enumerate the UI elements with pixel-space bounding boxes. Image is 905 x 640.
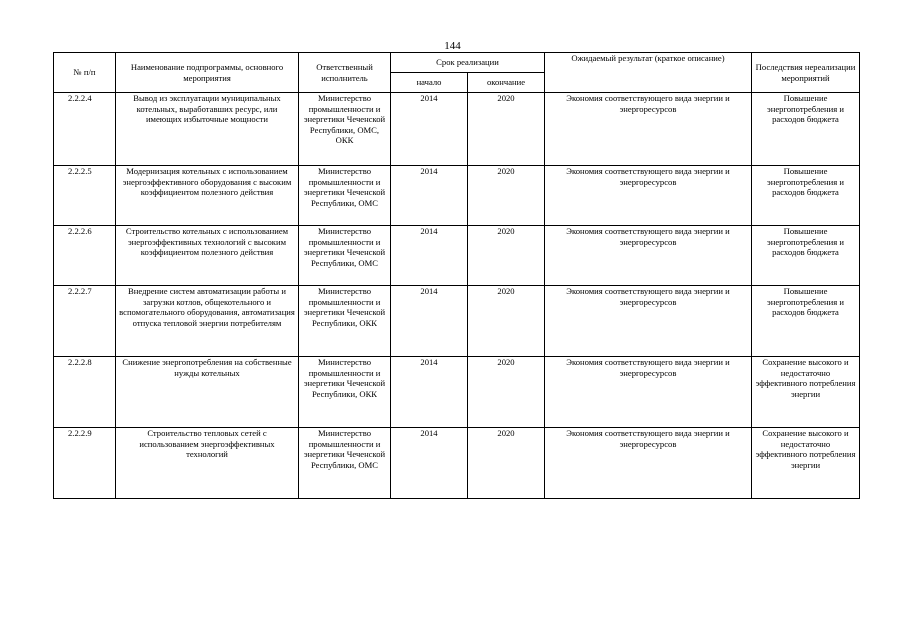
header-period: Срок реализации <box>391 53 545 73</box>
row-end: 2020 <box>468 357 545 428</box>
row-result: Экономия соответствующего вида энергии и энергоресурсов <box>545 93 752 166</box>
row-name: Вывод из эксплуатации муниципальных котельных, выработавших ресурс, или имеющих избыточные мощности <box>116 93 299 166</box>
row-executor: Министерство промышленности и энергетики Чеченской Республики, ОКК <box>299 357 391 428</box>
row-result: Экономия соответствующего вида энергии и энергоресурсов <box>545 226 752 286</box>
header-name: Наименование подпрограммы, основного мероприятия <box>116 53 299 93</box>
row-consequences: Повышение энергопотребления и расходов бюджета <box>752 93 860 166</box>
table-row <box>54 428 860 499</box>
row-executor: Министерство промышленности и энергетики Чеченской Республики, ОКК <box>299 286 391 357</box>
row-result: Экономия соответствующего вида энергии и энергоресурсов <box>545 166 752 226</box>
row-end: 2020 <box>468 226 545 286</box>
row-num: 2.2.2.7 <box>54 286 116 357</box>
table-row <box>54 226 860 286</box>
table-row <box>54 357 860 428</box>
row-num: 2.2.2.4 <box>54 93 116 166</box>
row-result: Экономия соответствующего вида энергии и энергоресурсов <box>545 357 752 428</box>
row-end: 2020 <box>468 428 545 499</box>
header-end: окончание <box>468 73 545 93</box>
row-consequences: Сохранение высокого и недостаточно эффективного потребления энергии <box>752 428 860 499</box>
header-num: № п/п <box>54 53 116 93</box>
row-name: Строительство тепловых сетей с использованием энергоэффективных технологий <box>116 428 299 499</box>
program-table <box>53 52 860 499</box>
row-executor: Министерство промышленности и энергетики Чеченской Республики, ОМС <box>299 166 391 226</box>
page-number: 144 <box>444 40 461 52</box>
table-row <box>54 93 860 166</box>
row-start: 2014 <box>391 286 468 357</box>
header-consequences: Последствия нереализации мероприятий <box>752 53 860 93</box>
row-consequences: Сохранение высокого и недостаточно эффективного потребления энергии <box>752 357 860 428</box>
header-executor: Ответственный исполнитель <box>299 53 391 93</box>
row-executor: Министерство промышленности и энергетики Чеченской Республики, ОМС <box>299 226 391 286</box>
row-start: 2014 <box>391 226 468 286</box>
row-result: Экономия соответствующего вида энергии и энергоресурсов <box>545 286 752 357</box>
row-result: Экономия соответствующего вида энергии и энергоресурсов <box>545 428 752 499</box>
row-name: Внедрение систем автоматизации работы и загрузки котлов, общекотельного и вспомогательного оборудования, автоматизация отпуска тепловой энергии потребителям <box>116 286 299 357</box>
row-end: 2020 <box>468 286 545 357</box>
row-consequences: Повышение энергопотребления и расходов бюджета <box>752 226 860 286</box>
row-consequences: Повышение энергопотребления и расходов бюджета <box>752 286 860 357</box>
row-start: 2014 <box>391 428 468 499</box>
row-name: Модернизация котельных с использованием энергоэффективного оборудования с высоким коэффициентом полезного действия <box>116 166 299 226</box>
row-num: 2.2.2.6 <box>54 226 116 286</box>
table-row <box>54 166 860 226</box>
row-end: 2020 <box>468 166 545 226</box>
row-start: 2014 <box>391 357 468 428</box>
row-consequences: Повышение энергопотребления и расходов бюджета <box>752 166 860 226</box>
row-num: 2.2.2.8 <box>54 357 116 428</box>
header-result: Ожидаемый результат (краткое описание) <box>545 53 752 93</box>
row-start: 2014 <box>391 93 468 166</box>
row-name: Строительство котельных с использованием энергоэффективных технологий с высоким коэффициентом полезного действия <box>116 226 299 286</box>
row-executor: Министерство промышленности и энергетики Чеченской Республики, ОМС <box>299 428 391 499</box>
row-num: 2.2.2.5 <box>54 166 116 226</box>
row-start: 2014 <box>391 166 468 226</box>
row-end: 2020 <box>468 93 545 166</box>
header-start: начало <box>391 73 468 93</box>
row-executor: Министерство промышленности и энергетики Чеченской Республики, ОМС, ОКК <box>299 93 391 166</box>
row-name: Снижение энергопотребления на собственные нужды котельных <box>116 357 299 428</box>
table-header-row <box>54 53 860 73</box>
row-num: 2.2.2.9 <box>54 428 116 499</box>
table-row <box>54 286 860 357</box>
